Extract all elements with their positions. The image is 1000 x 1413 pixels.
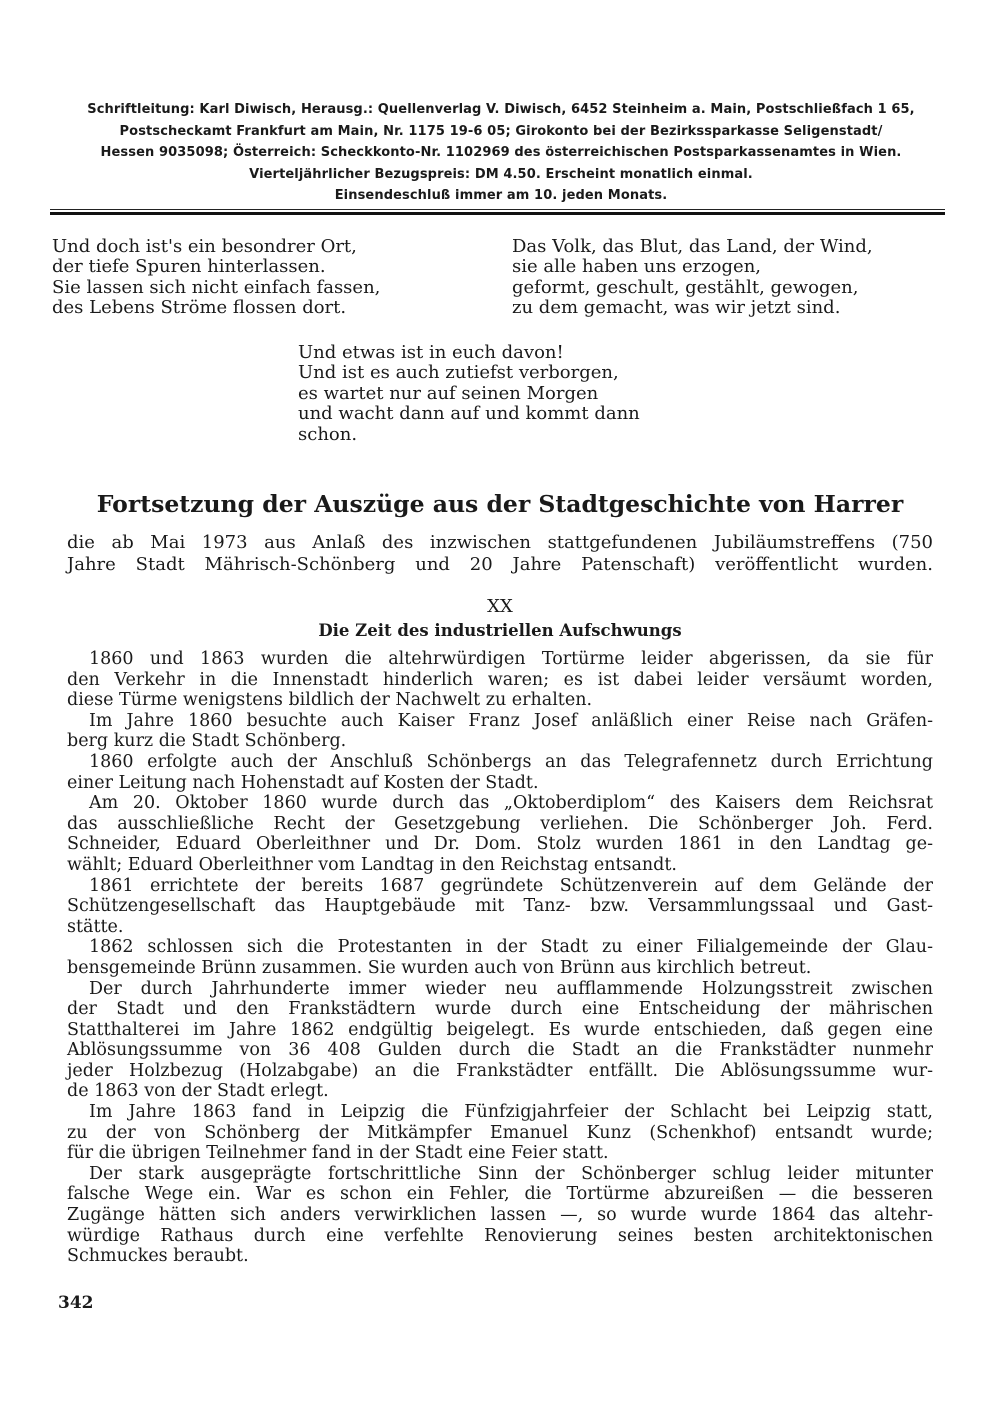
body-line: einer Leitung nach Hohenstadt auf Kosten der Stadt.: [67, 772, 539, 793]
poem-line: Und ist es auch zutiefst verborgen,: [298, 362, 619, 384]
poem-line: es wartet nur auf seinen Morgen: [298, 382, 599, 404]
poem-line: zu dem gemacht, was wir jetzt sind.: [512, 297, 841, 319]
body-line: Der stark ausgeprägte fortschrittliche Sinn der Schönberger schlug leider mitunter: [89, 1163, 933, 1184]
body-line: wählt; Eduard Oberleithner vom Landtag in den Reichstag entsandt.: [67, 854, 677, 875]
poem-line: sie alle haben uns erzogen,: [512, 256, 762, 278]
body-line: Schneider, Eduard Oberleithner und Dr. Dom. Stolz wurden 1861 in den Landtag ge-: [67, 834, 933, 855]
poem-line: geformt, geschult, gestählt, gewogen,: [512, 276, 859, 298]
body-line: diese Türme wenigstens bildlich der Nachwelt zu erhalten.: [67, 690, 593, 711]
subtitle-line: Jahre Stadt Mährisch-Schönberg und 20 Jahre Patenschaft) veröffentlicht wurden.: [67, 554, 933, 575]
body-line: 1860 und 1863 wurden die altehrwürdigen Tortürme leider abgerissen, da sie für: [89, 649, 933, 669]
body-line: Am 20. Oktober 1860 wurde durch das „Oktoberdiplom“ des Kaisers dem Reichsrat: [89, 793, 933, 814]
poem-line: Das Volk, das Blut, das Land, der Wind,: [512, 236, 873, 257]
masthead-divider-thin: [50, 209, 945, 210]
poem-line: und wacht dann auf und kommt dann: [298, 403, 640, 425]
poem-line: schon.: [298, 423, 358, 445]
body-line: das ausschließliche Recht der Gesetzgebung verliehen. Die Schönberger Joh. Ferd.: [67, 813, 933, 834]
masthead-line: Hessen 9035098; Österreich: Scheckkonto-Nr. 1102969 des österreichischen Postsparkassenamtes in Wien.: [100, 145, 902, 160]
body-paragraph: [67, 752, 933, 793]
section-number: XX: [487, 596, 513, 617]
poem-stanza-right: [512, 237, 873, 319]
masthead-line: Schriftleitung: Karl Diwisch, Herausg.: Quellenverlag V. Diwisch, 6452 Steinheim a. Main, Postschließfach 1 65,: [87, 102, 915, 117]
body-paragraph: [67, 1164, 933, 1267]
body-line: 1862 schlossen sich die Protestanten in der Stadt zu einer Filialgemeinde der Glau-: [89, 937, 933, 958]
poem-stanza-left: [52, 237, 380, 319]
body-paragraph: [67, 793, 933, 875]
body-paragraph: [67, 979, 933, 1103]
body-line: falsche Wege ein. War es schon ein Fehler, die Tortürme abzureißen — die besseren: [67, 1184, 933, 1205]
poem-stanza-center: [298, 343, 640, 445]
body-line: stätte.: [67, 916, 124, 937]
body-paragraph: [67, 649, 933, 711]
section-title: Die Zeit des industriellen Aufschwungs: [318, 621, 682, 640]
masthead-line: Postscheckamt Frankfurt am Main, Nr. 1175 19-6 05; Girokonto bei der Bezirkssparkasse Seligenstadt/: [119, 123, 883, 139]
body-line: Im Jahre 1860 besuchte auch Kaiser Franz Josef anläßlich einer Reise nach Gräfen-: [89, 710, 933, 731]
body-line: bensgemeinde Brünn zusammen. Sie wurden auch von Brünn aus kirchlich betreut.: [67, 957, 812, 978]
body-line: de 1863 von der Stadt erlegt.: [67, 1081, 329, 1102]
body-line: für die übrigen Teilnehmer fand in der Stadt eine Feier statt.: [67, 1143, 609, 1164]
masthead: [66, 99, 936, 207]
body-line: jeder Holzbezug (Holzabgabe) an die Frankstädter entfällt. Die Ablösungssumme wur-: [67, 1060, 933, 1081]
body-line: berg kurz die Stadt Schönberg.: [67, 731, 347, 752]
masthead-line: Vierteljährlicher Bezugspreis: DM 4.50. Erscheint monatlich einmal.: [249, 166, 753, 182]
subtitle-line: die ab Mai 1973 aus Anlaß des inzwischen stattgefundenen Jubiläumstreffens (750: [67, 532, 933, 553]
body-line: der Stadt und den Frankstädtern wurde durch eine Entscheidung der mährischen: [67, 999, 933, 1020]
poem-line: der tiefe Spuren hinterlassen.: [52, 256, 326, 278]
body-line: Ablösungssumme von 36 408 Gulden durch die Stadt an die Frankstädter nunmehr: [67, 1040, 933, 1061]
body-line: würdige Rathaus durch eine verfehlte Renovierung seines besten architektonischen: [67, 1225, 933, 1246]
body-line: den Verkehr in die Innenstadt hinderlich waren; es ist dabei leider versäumt worden,: [67, 669, 933, 690]
body-line: zu der von Schönberg der Mitkämpfer Emanuel Kunz (Schenkhof) entsandt wurde;: [67, 1122, 933, 1143]
body-paragraph: [67, 711, 933, 752]
body-paragraph: [67, 937, 933, 978]
body-line: Der durch Jahrhunderte immer wieder neu aufflammende Holzungsstreit zwischen: [89, 978, 933, 999]
body-line: Schützengesellschaft das Hauptgebäude mit Tanz- bzw. Versammlungssaal und Gast-: [67, 896, 933, 917]
article-body: [67, 649, 933, 1267]
poem-line: Und doch ist's ein besondrer Ort,: [52, 236, 357, 257]
article-title: Fortsetzung der Auszüge aus der Stadtgeschichte von Harrer: [96, 490, 904, 518]
article-subtitle: [67, 532, 933, 576]
body-line: Schmuckes beraubt.: [67, 1246, 249, 1267]
body-paragraph: [67, 876, 933, 938]
body-line: 1861 errichtete der bereits 1687 gegründete Schützenverein auf dem Gelände der: [89, 875, 933, 896]
poem-line: Sie lassen sich nicht einfach fassen,: [52, 276, 381, 298]
body-line: Statthalterei im Jahre 1862 endgültig beigelegt. Es wurde entschieden, daß gegen eine: [67, 1019, 933, 1040]
masthead-divider-thick: [50, 212, 945, 215]
page-number: 342: [58, 1293, 94, 1313]
poem-line: Und etwas ist in euch davon!: [298, 342, 564, 363]
body-line: Im Jahre 1863 fand in Leipzig die Fünfzigjahrfeier der Schlacht bei Leipzig statt,: [89, 1102, 933, 1123]
body-line: 1860 erfolgte auch der Anschluß Schönbergs an das Telegrafennetz durch Errichtung: [89, 751, 933, 772]
body-line: Zugänge hätten sich anders verwirklichen lassen —, so wurde wurde 1864 das altehr-: [67, 1205, 933, 1226]
masthead-line: Einsendeschluß immer am 10. jeden Monats.: [334, 188, 668, 203]
poem-line: des Lebens Ströme flossen dort.: [52, 297, 347, 319]
body-paragraph: [67, 1102, 933, 1164]
